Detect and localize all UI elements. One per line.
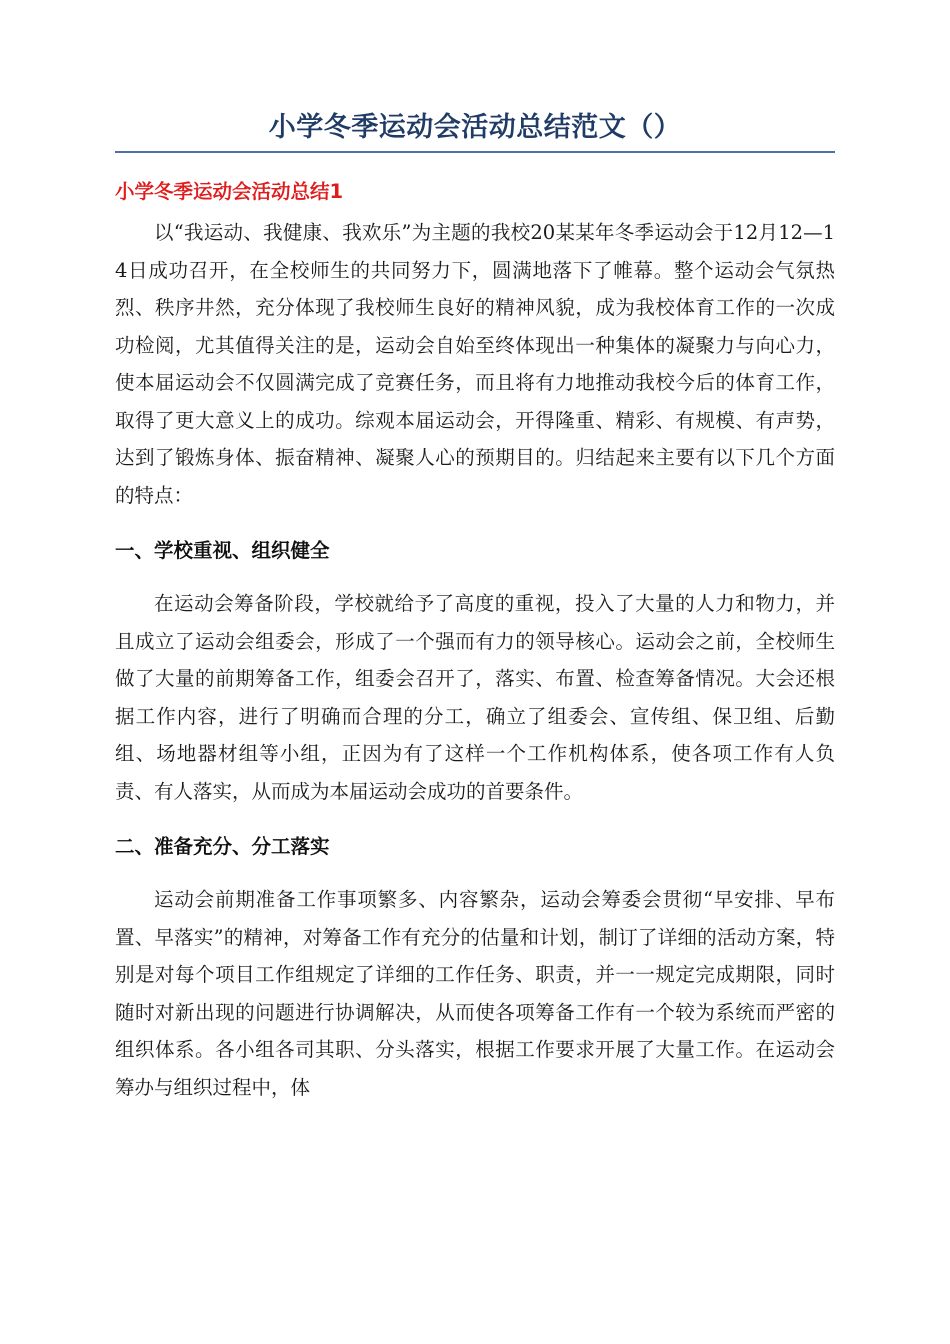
part-paragraph-1: 在运动会筹备阶段，学校就给予了高度的重视，投入了大量的人力和物力，并且成立了运动会组委会，形成了一个强而有力的领导核心。运动会之前，全校师生做了大量的前期筹备工作，组委会召开了，落实、布置、检查筹备情况。大会还根据工作内容，进行了明确而合理的分工，确立了组委会、宣传组、保卫组、后勤组、场地器材组等小组，正因为有了这样一个工作机构体系，使各项工作有人负责、有人落实，从而成为本届运动会成功的首要条件。 [115, 592, 835, 803]
section-heading: 小学冬季运动会活动总结1 [115, 180, 344, 203]
intro-paragraph: 以“我运动、我健康、我欢乐”为主题的我校20某某年冬季运动会于12月12—14日成功召开，在全校师生的共同努力下，圆满地落下了帷幕。整个运动会气氛热烈、秩序井然，充分体现了我校师生良好的精神风貌，成为我校体育工作的一次成功检阅，尤其值得关注的是，运动会自始至终体现出一种集体的凝聚力与向心力，使本届运动会不仅圆满完成了竞赛任务，而且将有力地推动我校今后的体育工作，取得了更大意义上的成功。综观本届运动会，开得隆重、精彩、有规模、有声势，达到了锻炼身体、振奋精神、凝聚人心的预期目的。归结起来主要有以下几个方面的特点： [115, 221, 835, 507]
part-heading-2: 二、准备充分、分工落实 [115, 835, 330, 858]
part-paragraph-2: 运动会前期准备工作事项繁多、内容繁杂，运动会筹委会贯彻“早安排、早布置、早落实”的精神，对筹备工作有充分的估量和计划，制订了详细的活动方案，特别是对每个项目工作组规定了详细的工作任务、职责，并一一规定完成期限，同时随时对新出现的问题进行协调解决，从而使各项筹备工作有一个较为系统而严密的组织体系。各小组各司其职、分头落实，根据工作要求开展了大量工作。在运动会筹办与组织过程中，体 [115, 888, 835, 1099]
part-heading-1: 一、学校重视、组织健全 [115, 539, 330, 562]
title-divider [115, 151, 835, 153]
document-title: 小学冬季运动会活动总结范文（） [268, 112, 682, 143]
document-page [115, 105, 835, 1106]
